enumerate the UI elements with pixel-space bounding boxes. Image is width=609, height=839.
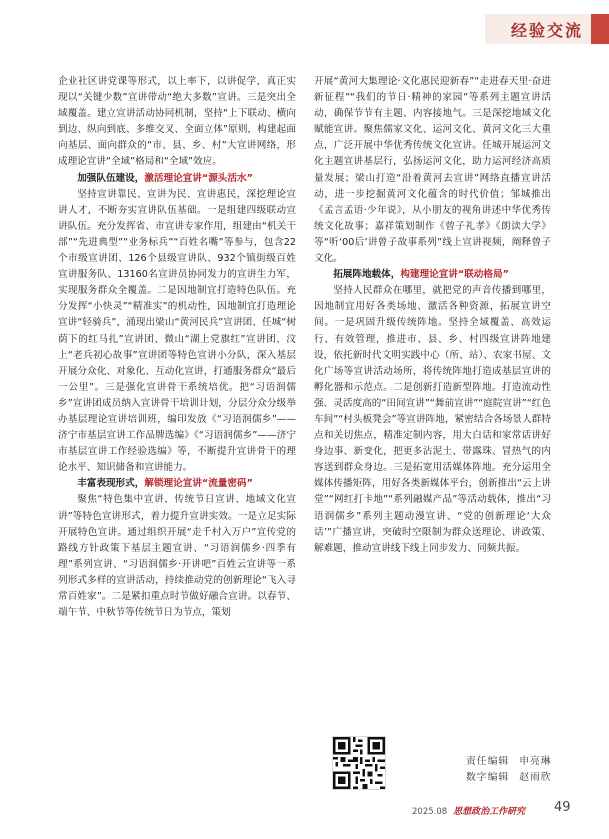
digital-editor-row: [466, 770, 552, 786]
paragraph: 开展“黄河大集理论·文化惠民迎新春”“走进春天里·奋进新征程”“我们的节日·精神的家园”等系列主题宣讲活动，确保节节有主题、内容接地气。三是深挖地域文化赋能宣讲。聚焦儒家文化、运河文化、黄河文化三大重点，广泛开展中华优秀传统文化宣讲。任城开展运河文化主题宣讲基层行，弘扬运河文化，助力运河经济高质量发展；梁山打造“沿着黄河去宣讲”网络直播宣讲活动，进一步挖掘黄河文化蕴含的时代价值；邹城推出《孟言孟语·少年说》，从小朋友的视角讲述中华优秀传统文化故事；嘉祥策划制作《曾子礼孝》《朗读大学》等“听‘00后’讲曾子故事系列”线上宣讲视频，阐释曾子文化。: [314, 76, 551, 265]
paragraph: 坚持人民群众在哪里，就把党的声音传播到哪里，因地制宜用好各类场地、激活各种资源，拓展宣讲空间。一是巩固升级传统阵地。坚持全域覆盖、高效运行、有效管理，推进市、县、乡、村四级宣讲阵地建设，依托新时代文明实践中心（所、站）、农家书屋、文化广场等宣讲活动场所，将传统阵地打造成基层宣讲的孵化器和示范点。二是创新打造新型阵地。打造流动性强、灵活度高的“田间宣讲”“舞前宣讲”“庭院宣讲”“红色车间”“村头板凳会”等宣讲阵地，紧密结合各场景人群特点和关切焦点，精准定制内容，用大白话和家常话讲好身边事、新变化，把更多沾泥土、带露珠、冒热气的内容送到群众身边。三是拓宽用活媒体阵地。充分运用全媒体传播矩阵，用好各类新媒体平台，创新推出“云上讲堂”“网红打卡地”“系列融媒产品”等活动载体，推出“习语润儒乡”系列主题动漫宣讲、“党的创新理论‘大众话’”广播宣讲，突破时空限制为群众送理论、讲政策、解难题，推动宣讲线下线上同步发力、同频共振。: [314, 285, 551, 554]
page-footer: [412, 804, 525, 817]
editor-row: [466, 754, 552, 770]
subheading: [314, 267, 551, 283]
qr-code-icon[interactable]: [332, 736, 386, 790]
subheading-lead: 丰富表现形式，: [77, 478, 145, 490]
digital-editor-name: 赵雨欣: [519, 772, 552, 783]
editor-role: 责任编辑: [466, 756, 510, 767]
paragraph: 企业社区讲党课等形式，以上率下，以讲促学，真正实现以“关键少数”宣讲带动“绝大多数”宣讲。三是突出全域覆盖。建立宣讲活动协同机制，坚持“上下联动、横向到边、纵向到底、多维交叉、全面立体”原则，构建起面向基层、面向群众的“市、县、乡、村”大宣讲网络，形成理论宣讲“全域”格局和“全域”效应。: [58, 76, 296, 168]
subheading-highlight: 激活理论宣讲“源头活水”: [144, 172, 253, 184]
section-tag: [485, 14, 609, 48]
left-column: [58, 74, 296, 621]
section-title: 经验交流: [510, 21, 583, 40]
subheading: [58, 171, 296, 187]
digital-editor-role: 数字编辑: [466, 772, 510, 783]
page-number: 49: [554, 800, 571, 815]
paragraph: 聚焦“特色集中宣讲、传统节日宣讲、地域文化宣讲”等特色宣讲形式，着力提升宣讲实效。一是立足实际开展特色宣讲。通过组织开展“走千村入万户”宣传党的路线方针政策下基层主题宣讲、“习语润儒乡·四季有理”系列宣讲、“习语润儒乡·开讲吧”百姓云宣讲等一系列形式多样的宣讲活动，持续推动党的创新理论“飞入寻常百姓家”。二是紧扣重点时节做好融合宣讲。以春节、端午节、中秋节等传统节日为节点，策划: [58, 494, 296, 619]
paragraph: 坚持宣讲靠民、宣讲为民、宣讲惠民，深挖理论宣讲人才，不断夯实宣讲队伍基础。一是组建四级联动宣讲队伍。充分发挥省、市宣讲专家作用，组建由“机关干部”“先进典型”“业务标兵”“百姓名嘴”等参与，包含22个市级宣讲团、126个县级宣讲队、932个镇街级百姓宣讲服务队、13160名宣讲员协同发力的宣讲生力军，实现服务群众全覆盖。二是因地制宜打造特色队伍。充分发挥“小快灵”“精准实”的机动性，因地制宜打造理论宣讲“轻骑兵”，涌现出梁山“黄河民兵”宣讲团、任城“树荫下的红马扎”宣讲团、微山“湖上党旗红”宣讲团、汶上“老兵初心故事”宣讲团等特色宣讲小分队，深入基层开展分众化、对象化、互动化宣讲，打通服务群众“最后一公里”。三是强化宣讲骨干系统培优。把“习语润儒乡”宣讲团成员纳入宣讲骨干培训计划，分层分众分级举办基层理论宣讲培训班，编印发放《“习语润儒乡”——济宁市基层宣讲工作品牌选编》《“习语润儒乡”——济宁市基层宣讲工作经验选编》等，不断提升宣讲骨干的理论水平、知识储备和宣讲能力。: [58, 188, 296, 474]
qr-code-graphic: [333, 737, 385, 789]
right-column: [314, 74, 551, 557]
editor-name: 申亮琳: [519, 756, 552, 767]
editor-credits: [466, 754, 552, 786]
subheading-lead: 拓展阵地载体，: [333, 269, 401, 281]
subheading-lead: 加强队伍建设，: [77, 172, 145, 184]
magazine-name: 思想政治工作研究: [453, 807, 526, 817]
subheading-highlight: 解锁理论宣讲“流量密码”: [144, 478, 253, 490]
subheading-highlight: 构建理论宣讲“联动格局”: [400, 269, 509, 281]
subheading: [58, 476, 296, 492]
issue-date: 2025.08: [412, 807, 448, 817]
section-tag-accent: [591, 14, 609, 44]
